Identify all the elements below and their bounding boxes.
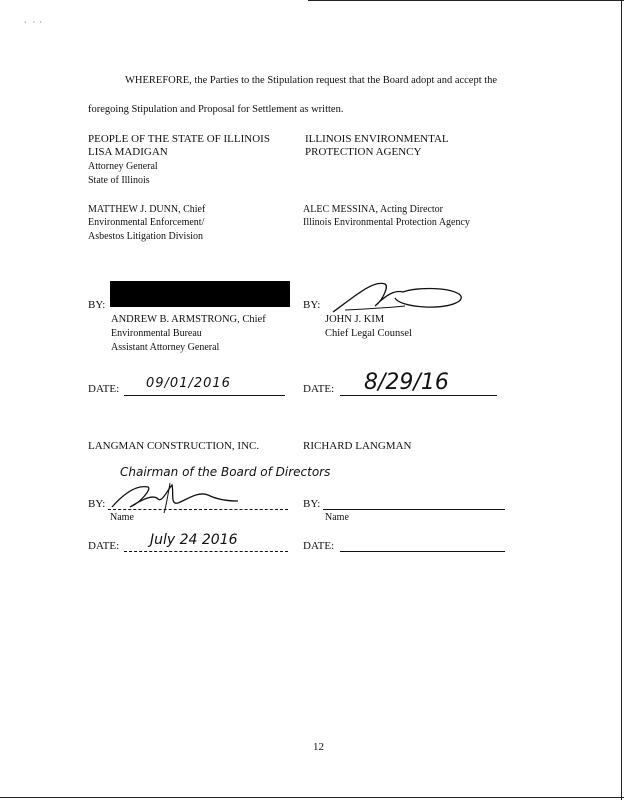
redacted-signature (110, 281, 290, 307)
left-date-value: 09/01/2016 (146, 376, 231, 391)
right-date-label: DATE: (303, 383, 335, 395)
attorney-general-name: LISA MADIGAN (88, 146, 168, 158)
right-signer-name: JOHN J. KIM (325, 314, 385, 325)
left-signer-unit: Environmental Bureau (111, 328, 202, 339)
respondent-signature-line (323, 509, 505, 510)
company-date-value: July 24 2016 (150, 532, 238, 548)
left-by-label: BY: (88, 299, 106, 311)
respondent-name-label: Name (325, 512, 349, 523)
scan-border-bottom (0, 797, 624, 798)
kim-signature (325, 276, 475, 316)
scan-border-top (308, 0, 624, 1)
intro-line-1: WHEREFORE, the Parties to the Stipulation request that the Board adopt and accept the (125, 75, 498, 86)
company-date-label: DATE: (88, 540, 120, 552)
scan-specks: · · · (24, 18, 42, 27)
scan-border-right (621, 0, 622, 800)
company-date-line (124, 551, 288, 552)
respondent-name: RICHARD LANGMAN (303, 440, 412, 452)
right-official-name: ALEC MESSINA, Acting Director (303, 204, 443, 215)
respondent-date-label: DATE: (303, 540, 335, 552)
company-name-label: Name (110, 512, 134, 523)
company-signature (108, 481, 258, 515)
respondent-date-line (340, 551, 505, 552)
right-date-line (340, 395, 497, 396)
left-official-name: MATTHEW J. DUNN, Chief (88, 204, 206, 215)
left-date-line (124, 395, 285, 396)
attorney-general-role: Attorney General (88, 161, 158, 172)
left-division-line-1: Environmental Enforcement/ (88, 217, 205, 228)
right-agency-name: Illinois Environmental Protection Agency (303, 217, 470, 228)
company-by-label: BY: (88, 498, 106, 510)
left-signer-name: ANDREW B. ARMSTRONG, Chief (111, 314, 266, 325)
intro-line-2: foregoing Stipulation and Proposal for Settlement as written. (88, 104, 344, 115)
right-party-heading-1: ILLINOIS ENVIRONMENTAL (305, 133, 449, 145)
left-signer-title: Assistant Attorney General (111, 342, 220, 353)
handwritten-title: Chairman of the Board of Directors (120, 465, 331, 479)
left-division-line-2: Asbestos Litigation Division (88, 231, 203, 242)
right-party-heading-2: PROTECTION AGENCY (305, 146, 422, 158)
respondent-by-label: BY: (303, 498, 321, 510)
company-name: LANGMAN CONSTRUCTION, INC. (88, 440, 260, 452)
attorney-general-state: State of Illinois (88, 175, 150, 186)
left-date-label: DATE: (88, 383, 120, 395)
left-party-heading: PEOPLE OF THE STATE OF ILLINOIS (88, 133, 270, 145)
right-by-label: BY: (303, 299, 321, 311)
right-date-value: 8/29/16 (364, 370, 449, 395)
page-number: 12 (313, 741, 324, 753)
right-signer-title: Chief Legal Counsel (325, 328, 412, 339)
